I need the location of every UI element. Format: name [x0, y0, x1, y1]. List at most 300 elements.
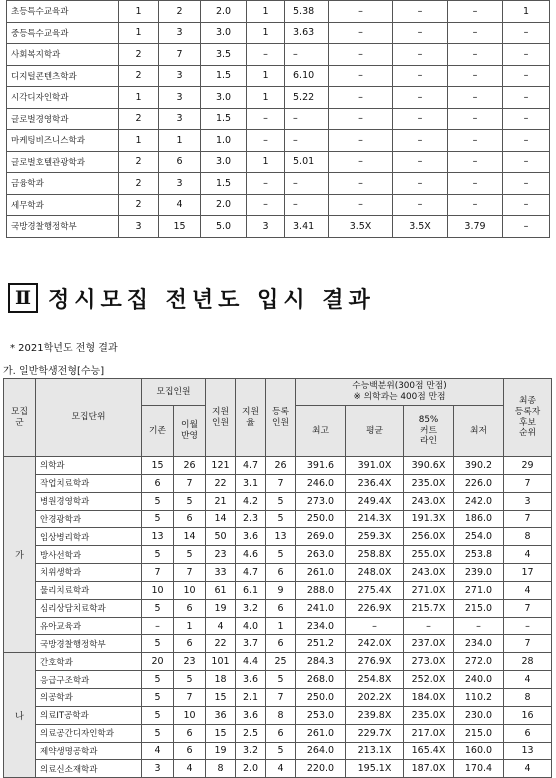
cell-enr: 9	[266, 581, 296, 599]
cell-carry: 5	[174, 492, 206, 510]
cell-avg: 249.4X	[346, 492, 404, 510]
table-row	[7, 194, 550, 216]
cell-carry: 1	[174, 617, 206, 635]
cell-rank: 4	[504, 546, 552, 564]
cell-rank: 7	[504, 474, 552, 492]
cell-carry: 10	[174, 706, 206, 724]
cell-ratio: 2.5	[236, 724, 266, 742]
cell-carry: 6	[174, 742, 206, 760]
header-avg: 평균	[346, 406, 404, 457]
cell-avg: 259.3X	[346, 528, 404, 546]
table-cell: 3	[159, 65, 201, 87]
table-cell: 1.5	[201, 173, 247, 195]
dept-name: 시각디자인학과	[7, 87, 119, 109]
dept-name: 작업치료학과	[36, 474, 142, 492]
cell-enr: 6	[266, 635, 296, 653]
table-row	[4, 581, 552, 599]
cell-avg: 202.2X	[346, 688, 404, 706]
cell-min: 239.0	[454, 564, 504, 582]
cell-min: 186.0	[454, 510, 504, 528]
cell-rank: 7	[504, 510, 552, 528]
cell-base: 20	[142, 653, 174, 671]
table-cell: –	[448, 194, 503, 216]
group-gun: 나	[4, 653, 36, 778]
table-cell: –	[329, 1, 393, 23]
table-cell: 1	[119, 87, 159, 109]
table-cell: 2	[119, 151, 159, 173]
cell-avg: 195.1X	[346, 760, 404, 778]
table-row	[7, 65, 550, 87]
dept-name: 금융학과	[7, 173, 119, 195]
table-cell: –	[503, 87, 550, 109]
cell-max: 284.3	[296, 653, 346, 671]
cell-avg: 391.0X	[346, 457, 404, 475]
dept-name: 의료공간디자인학과	[36, 724, 142, 742]
table-row	[4, 617, 552, 635]
table-cell: 3.0	[201, 87, 247, 109]
cell-min: –	[454, 617, 504, 635]
table-cell: –	[393, 151, 448, 173]
cell-app: 22	[206, 635, 236, 653]
cell-avg: 214.3X	[346, 510, 404, 528]
dept-name: 방사선학과	[36, 546, 142, 564]
cell-carry: 6	[174, 599, 206, 617]
cell-p85: 237.0X	[404, 635, 454, 653]
cell-ratio: 2.3	[236, 510, 266, 528]
cell-avg: 236.4X	[346, 474, 404, 492]
cell-min: 230.0	[454, 706, 504, 724]
group-gun: 가	[4, 457, 36, 653]
table-cell: –	[448, 87, 503, 109]
table-row	[7, 87, 550, 109]
cell-enr: 5	[266, 510, 296, 528]
dept-name: 글로벌경영학과	[7, 108, 119, 130]
table-cell: 1	[119, 22, 159, 44]
cell-p85: 215.7X	[404, 599, 454, 617]
table-cell: 2	[119, 194, 159, 216]
cell-carry: 7	[174, 688, 206, 706]
dept-name: 의학과	[36, 457, 142, 475]
table-cell: 5.22	[285, 87, 329, 109]
cell-base: 5	[142, 671, 174, 689]
header-recruit-base: 기존	[142, 406, 174, 457]
cell-rank: 4	[504, 760, 552, 778]
cell-enr: 8	[266, 706, 296, 724]
cell-base: 5	[142, 706, 174, 724]
cell-p85: 235.0X	[404, 474, 454, 492]
cell-min: 240.0	[454, 671, 504, 689]
table-cell: –	[448, 173, 503, 195]
table-cell: –	[393, 1, 448, 23]
dept-name: 디지털콘텐츠학과	[7, 65, 119, 87]
cell-rank: 8	[504, 528, 552, 546]
table-cell: –	[329, 151, 393, 173]
table-cell: –	[448, 151, 503, 173]
table-body	[4, 457, 552, 778]
cell-avg: 248.0X	[346, 564, 404, 582]
cell-p85: 184.0X	[404, 688, 454, 706]
cell-app: 36	[206, 706, 236, 724]
table-row	[7, 151, 550, 173]
table-cell: 6.10	[285, 65, 329, 87]
header-recruit: 모집인원	[142, 379, 206, 406]
dept-name: 세무학과	[7, 194, 119, 216]
cell-app: 23	[206, 546, 236, 564]
year-note: * 2021학년도 전형 결과	[10, 343, 118, 354]
cell-base: 6	[142, 474, 174, 492]
table-cell: –	[329, 65, 393, 87]
table-cell: 3.41	[285, 216, 329, 238]
table-cell: –	[329, 194, 393, 216]
cell-ratio: 4.6	[236, 546, 266, 564]
table-row	[4, 671, 552, 689]
table-cell: –	[285, 44, 329, 66]
dept-name: 치위생학과	[36, 564, 142, 582]
table-cell: 15	[159, 216, 201, 238]
cell-base: 13	[142, 528, 174, 546]
header-max: 최고	[296, 406, 346, 457]
cell-enr: 1	[266, 617, 296, 635]
table-cell: 1	[247, 87, 285, 109]
cell-app: 8	[206, 760, 236, 778]
top-results-table	[6, 0, 550, 238]
table-cell: –	[503, 22, 550, 44]
cell-enr: 6	[266, 724, 296, 742]
track-title: 가. 일반학생전형[수능]	[3, 366, 105, 377]
table-cell: –	[329, 87, 393, 109]
dept-name: 유아교육과	[36, 617, 142, 635]
table-row	[4, 742, 552, 760]
cell-min: 390.2	[454, 457, 504, 475]
table-cell: 1	[119, 130, 159, 152]
table-cell: 1.5	[201, 108, 247, 130]
header-final-rank: 최종 등록자 후보 순위	[504, 379, 552, 457]
header-85pct: 85% 커트 라인	[404, 406, 454, 457]
table-cell: –	[448, 1, 503, 23]
section-number: Ⅱ	[8, 283, 38, 313]
cell-p85: 273.0X	[404, 653, 454, 671]
cell-carry: 6	[174, 635, 206, 653]
header-min: 최저	[454, 406, 504, 457]
table-cell: 1	[247, 151, 285, 173]
dept-name: 중등특수교육과	[7, 22, 119, 44]
dept-name: 의료신소재학과	[36, 760, 142, 778]
table-cell: 2	[119, 108, 159, 130]
cell-rank: 17	[504, 564, 552, 582]
header-applicants: 지원 인원	[206, 379, 236, 457]
cell-ratio: 3.6	[236, 706, 266, 724]
table-row	[7, 22, 550, 44]
table-cell: 1	[247, 65, 285, 87]
table-cell: 2.0	[201, 1, 247, 23]
table-cell: –	[329, 173, 393, 195]
regular-admission-results-table	[3, 378, 552, 778]
table-cell: 3	[247, 216, 285, 238]
cell-avg: 242.0X	[346, 635, 404, 653]
table-cell: 3	[159, 173, 201, 195]
cell-p85: 256.0X	[404, 528, 454, 546]
cell-ratio: 4.2	[236, 492, 266, 510]
dept-name: 심리상담치료학과	[36, 599, 142, 617]
table-row	[4, 599, 552, 617]
table-cell: 5.0	[201, 216, 247, 238]
table-cell: 3.5X	[393, 216, 448, 238]
table-row	[4, 564, 552, 582]
table-cell: 3	[159, 87, 201, 109]
header-unit: 모집단위	[36, 379, 142, 457]
cell-p85: 217.0X	[404, 724, 454, 742]
table-cell: –	[247, 108, 285, 130]
table-cell: –	[329, 130, 393, 152]
header-enrolled: 등록 인원	[266, 379, 296, 457]
cell-max: 269.0	[296, 528, 346, 546]
cell-min: 242.0	[454, 492, 504, 510]
cell-app: 4	[206, 617, 236, 635]
cell-rank: 29	[504, 457, 552, 475]
table-row	[4, 724, 552, 742]
cell-carry: 14	[174, 528, 206, 546]
cell-carry: 23	[174, 653, 206, 671]
cell-min: 215.0	[454, 599, 504, 617]
cell-avg: 254.8X	[346, 671, 404, 689]
top-results-body	[7, 1, 550, 238]
cell-base: 15	[142, 457, 174, 475]
section-heading	[8, 281, 375, 315]
table-cell: –	[329, 44, 393, 66]
cell-app: 101	[206, 653, 236, 671]
cell-app: 15	[206, 724, 236, 742]
dept-name: 임상병리학과	[36, 528, 142, 546]
cell-max: 241.0	[296, 599, 346, 617]
cell-p85: 255.0X	[404, 546, 454, 564]
cell-ratio: 4.7	[236, 457, 266, 475]
cell-enr: 26	[266, 457, 296, 475]
cell-rank: 7	[504, 599, 552, 617]
table-cell: 1.0	[201, 130, 247, 152]
cell-max: 220.0	[296, 760, 346, 778]
header-percentile: 수능백분위(300점 만점) ※ 의학과는 400점 만점	[296, 379, 504, 406]
table-cell: 5.38	[285, 1, 329, 23]
cell-enr: 6	[266, 599, 296, 617]
cell-base: –	[142, 617, 174, 635]
dept-name: 마케팅비즈니스학과	[7, 130, 119, 152]
cell-carry: 6	[174, 724, 206, 742]
dept-name: 의료IT공학과	[36, 706, 142, 724]
cell-base: 5	[142, 688, 174, 706]
cell-p85: 243.0X	[404, 564, 454, 582]
cell-carry: 5	[174, 671, 206, 689]
dept-name: 국방경찰행정학부	[36, 635, 142, 653]
cell-max: 268.0	[296, 671, 346, 689]
cell-app: 50	[206, 528, 236, 546]
cell-avg: 275.4X	[346, 581, 404, 599]
cell-ratio: 3.7	[236, 635, 266, 653]
cell-avg: 229.7X	[346, 724, 404, 742]
section-title: 정시모집 전년도 입시 결과	[48, 287, 375, 313]
cell-p85: 235.0X	[404, 706, 454, 724]
table-cell: 3.79	[448, 216, 503, 238]
dept-name: 글로벌호텔관광학과	[7, 151, 119, 173]
cell-min: 170.4	[454, 760, 504, 778]
table-cell: –	[503, 216, 550, 238]
table-row	[4, 760, 552, 778]
cell-rank: 6	[504, 724, 552, 742]
table-cell: –	[503, 130, 550, 152]
cell-base: 5	[142, 546, 174, 564]
cell-max: 261.0	[296, 724, 346, 742]
table-row	[7, 130, 550, 152]
table-cell: –	[448, 108, 503, 130]
table-cell: 3	[159, 22, 201, 44]
table-cell: –	[285, 130, 329, 152]
cell-carry: 26	[174, 457, 206, 475]
cell-rank: 4	[504, 671, 552, 689]
dept-name: 초등특수교육과	[7, 1, 119, 23]
cell-carry: 4	[174, 760, 206, 778]
table-cell: –	[393, 108, 448, 130]
cell-base: 5	[142, 510, 174, 528]
cell-ratio: 4.4	[236, 653, 266, 671]
cell-max: 234.0	[296, 617, 346, 635]
cell-ratio: 2.0	[236, 760, 266, 778]
table-cell: –	[503, 194, 550, 216]
table-cell: –	[247, 173, 285, 195]
cell-base: 5	[142, 492, 174, 510]
cell-ratio: 3.1	[236, 474, 266, 492]
cell-base: 5	[142, 724, 174, 742]
header-gun: 모집 군	[4, 379, 36, 457]
cell-carry: 7	[174, 474, 206, 492]
cell-p85: 271.0X	[404, 581, 454, 599]
cell-rank: 7	[504, 635, 552, 653]
table-row	[4, 528, 552, 546]
cell-max: 273.0	[296, 492, 346, 510]
cell-ratio: 6.1	[236, 581, 266, 599]
cell-p85: –	[404, 617, 454, 635]
table-cell: –	[503, 173, 550, 195]
cell-app: 33	[206, 564, 236, 582]
cell-enr: 5	[266, 742, 296, 760]
table-cell: –	[448, 22, 503, 44]
table-header	[4, 379, 552, 457]
cell-enr: 13	[266, 528, 296, 546]
cell-rank: 13	[504, 742, 552, 760]
cell-avg: –	[346, 617, 404, 635]
cell-avg: 258.8X	[346, 546, 404, 564]
cell-app: 14	[206, 510, 236, 528]
table-cell: 6	[159, 151, 201, 173]
table-cell: 1	[247, 1, 285, 23]
cell-max: 250.0	[296, 510, 346, 528]
table-cell: –	[247, 130, 285, 152]
cell-min: 226.0	[454, 474, 504, 492]
cell-base: 5	[142, 635, 174, 653]
table-cell: 2	[119, 44, 159, 66]
table-row	[4, 510, 552, 528]
cell-enr: 5	[266, 671, 296, 689]
table-cell: –	[503, 108, 550, 130]
cell-ratio: 3.2	[236, 742, 266, 760]
cell-ratio: 2.1	[236, 688, 266, 706]
cell-enr: 6	[266, 564, 296, 582]
table-cell: 3.63	[285, 22, 329, 44]
cell-rank: 4	[504, 581, 552, 599]
cell-p85: 243.0X	[404, 492, 454, 510]
cell-enr: 7	[266, 474, 296, 492]
table-cell: –	[329, 108, 393, 130]
cell-enr: 5	[266, 492, 296, 510]
cell-avg: 239.8X	[346, 706, 404, 724]
cell-carry: 5	[174, 546, 206, 564]
cell-app: 22	[206, 474, 236, 492]
cell-ratio: 4.0	[236, 617, 266, 635]
cell-min: 234.0	[454, 635, 504, 653]
table-cell: 1.5	[201, 65, 247, 87]
cell-max: 264.0	[296, 742, 346, 760]
dept-name: 안경광학과	[36, 510, 142, 528]
table-row	[4, 457, 552, 475]
cell-max: 250.0	[296, 688, 346, 706]
table-cell: –	[393, 87, 448, 109]
table-cell: –	[285, 173, 329, 195]
table-cell: –	[393, 44, 448, 66]
table-cell: 2	[119, 65, 159, 87]
cell-base: 7	[142, 564, 174, 582]
cell-min: 110.2	[454, 688, 504, 706]
cell-min: 215.0	[454, 724, 504, 742]
cell-app: 15	[206, 688, 236, 706]
cell-p85: 252.0X	[404, 671, 454, 689]
table-row	[4, 492, 552, 510]
table-cell: –	[285, 194, 329, 216]
table-cell: 1	[503, 1, 550, 23]
dept-name: 간호학과	[36, 653, 142, 671]
table-cell: 7	[159, 44, 201, 66]
cell-base: 5	[142, 599, 174, 617]
table-cell: 3	[159, 108, 201, 130]
cell-min: 253.8	[454, 546, 504, 564]
cell-app: 21	[206, 492, 236, 510]
table-row	[4, 635, 552, 653]
cell-max: 251.2	[296, 635, 346, 653]
dept-name: 병원경영학과	[36, 492, 142, 510]
cell-p85: 191.3X	[404, 510, 454, 528]
cell-avg: 226.9X	[346, 599, 404, 617]
cell-max: 246.0	[296, 474, 346, 492]
table-row	[4, 688, 552, 706]
cell-base: 4	[142, 742, 174, 760]
cell-max: 263.0	[296, 546, 346, 564]
table-cell: 3.0	[201, 22, 247, 44]
cell-app: 18	[206, 671, 236, 689]
table-row	[4, 653, 552, 671]
cell-carry: 6	[174, 510, 206, 528]
table-cell: 3	[119, 216, 159, 238]
table-cell: –	[285, 108, 329, 130]
cell-enr: 4	[266, 760, 296, 778]
table-cell: 1	[247, 22, 285, 44]
cell-rank: 16	[504, 706, 552, 724]
table-cell: 1	[119, 1, 159, 23]
cell-ratio: 3.6	[236, 528, 266, 546]
cell-rank: –	[504, 617, 552, 635]
table-cell: 4	[159, 194, 201, 216]
cell-min: 160.0	[454, 742, 504, 760]
cell-enr: 5	[266, 546, 296, 564]
table-cell: 3.5	[201, 44, 247, 66]
cell-base: 3	[142, 760, 174, 778]
dept-name: 사회복지학과	[7, 44, 119, 66]
